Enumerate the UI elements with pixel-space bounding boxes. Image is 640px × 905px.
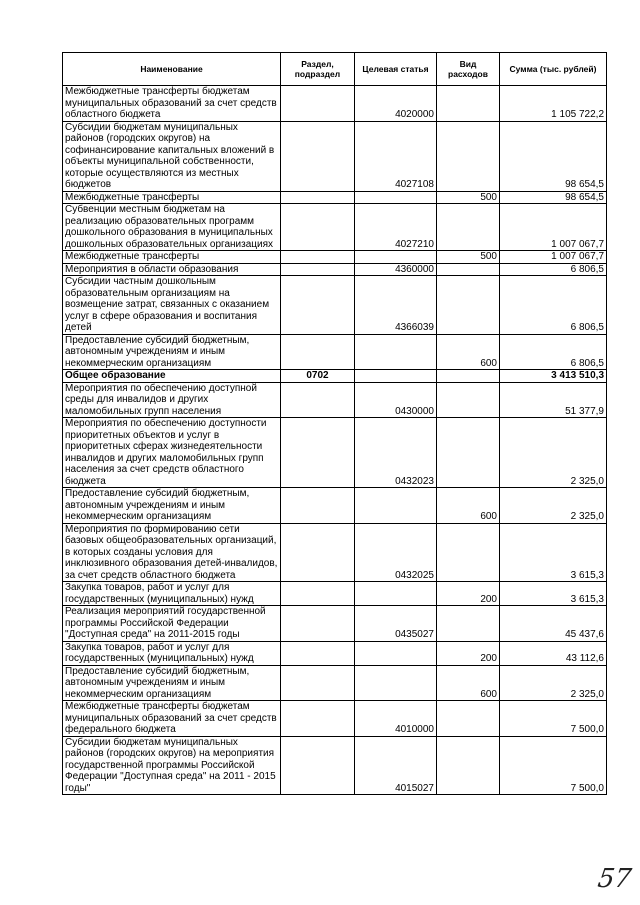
row-section-cell [281,263,355,276]
row-name-cell: Мероприятия по формированию сети базовых общеобразовательных организаций, в которых созданы условия для инклюзивного образования детей-инвалидов, за счет средств областного бюджета [63,523,281,582]
row-sum-cell: 2 325,0 [500,665,607,701]
row-name-cell: Закупка товаров, работ и услуг для государственных (муниципальных) нужд [63,641,281,665]
row-type-cell: 200 [437,582,500,606]
row-name-cell: Предоставление субсидий бюджетным, автономным учреждениям и иным некоммерческим организациям [63,334,281,370]
row-type-cell [437,204,500,251]
header-sum: Сумма (тыс. рублей) [500,53,607,86]
row-sum-cell: 7 500,0 [500,736,607,795]
header-section: Раздел, подраздел [281,53,355,86]
row-type-cell [437,736,500,795]
table-row [63,665,607,701]
row-name-cell: Мероприятия по обеспечению доступности приоритетных объектов и услуг в приоритетных сферах жизнедеятельности инвалидов и других маломобильных групп населения за счет средств областного бюджета [63,418,281,488]
row-target-cell: 4015027 [355,736,437,795]
row-name-cell: Субвенции местным бюджетам на реализацию образовательных программ дошкольного образования в муниципальных дошкольных образовательных организациях [63,204,281,251]
table-row [63,701,607,737]
row-target-cell: 0430000 [355,382,437,418]
table-row [63,641,607,665]
row-sum-cell: 45 437,6 [500,606,607,642]
row-section-cell [281,736,355,795]
row-sum-cell: 7 500,0 [500,701,607,737]
table-row [63,382,607,418]
row-target-cell [355,641,437,665]
header-target: Целевая статья [355,53,437,86]
row-name-cell: Межбюджетные трансферты бюджетам муниципальных образований за счет средств областного бюджета [63,86,281,122]
row-type-cell: 600 [437,334,500,370]
table-row [63,263,607,276]
row-type-cell [437,86,500,122]
row-target-cell: 4360000 [355,263,437,276]
table-row [63,334,607,370]
table-row [63,204,607,251]
header-type: Вид расходов [437,53,500,86]
row-name-cell: Субсидии бюджетам муниципальных районов (городских округов) на софинансирование капитальных вложений в объекты муниципальной собственности, которые осуществляются из местных бюджетов [63,121,281,191]
row-name-cell: Межбюджетные трансферты [63,251,281,264]
row-target-cell: 4027108 [355,121,437,191]
row-target-cell [355,370,437,383]
row-sum-cell: 43 112,6 [500,641,607,665]
row-name-cell: Межбюджетные трансферты бюджетам муниципальных образований за счет средств федерального бюджета [63,701,281,737]
table-header-row [63,53,607,86]
row-sum-cell: 3 413 510,3 [500,370,607,383]
row-sum-cell: 1 007 067,7 [500,251,607,264]
row-sum-cell: 1 105 722,2 [500,86,607,122]
row-sum-cell: 98 654,5 [500,191,607,204]
table-row [63,86,607,122]
row-section-cell [281,523,355,582]
row-name-cell: Субсидии бюджетам муниципальных районов (городских округов) на мероприятия государственной программы Российской Федерации "Доступная среда" на 2011 - 2015 годы" [63,736,281,795]
row-target-cell: 0435027 [355,606,437,642]
row-name-cell: Межбюджетные трансферты [63,191,281,204]
row-sum-cell: 98 654,5 [500,121,607,191]
row-target-cell: 4010000 [355,701,437,737]
row-section-cell [281,418,355,488]
page-number: 57 [595,864,634,894]
row-type-cell [437,382,500,418]
row-section-cell: 0702 [281,370,355,383]
row-name-cell: Общее образование [63,370,281,383]
table-row [63,418,607,488]
row-name-cell: Предоставление субсидий бюджетным, автономным учреждениям и иным некоммерческим организациям [63,488,281,524]
row-type-cell: 600 [437,665,500,701]
row-sum-cell: 6 806,5 [500,276,607,335]
row-target-cell: 4020000 [355,86,437,122]
row-type-cell: 500 [437,191,500,204]
table-row [63,736,607,795]
row-target-cell [355,251,437,264]
row-sum-cell: 6 806,5 [500,334,607,370]
row-sum-cell: 6 806,5 [500,263,607,276]
row-target-cell [355,488,437,524]
row-name-cell: Мероприятия в области образования [63,263,281,276]
row-type-cell [437,121,500,191]
row-type-cell: 600 [437,488,500,524]
row-type-cell [437,418,500,488]
table-row [63,191,607,204]
table-row [63,251,607,264]
row-section-cell [281,606,355,642]
row-section-cell [281,665,355,701]
row-section-cell [281,582,355,606]
row-target-cell [355,191,437,204]
row-target-cell [355,334,437,370]
table-row [63,370,607,383]
header-name: Наименование [63,53,281,86]
row-type-cell [437,263,500,276]
row-type-cell [437,606,500,642]
row-name-cell: Реализация мероприятий государственной программы Российской Федерации "Доступная среда" на 2011-2015 годы [63,606,281,642]
row-section-cell [281,251,355,264]
row-section-cell [281,701,355,737]
row-target-cell: 4366039 [355,276,437,335]
row-sum-cell: 2 325,0 [500,488,607,524]
row-name-cell: Предоставление субсидий бюджетным, автономным учреждениям и иным некоммерческим организациям [63,665,281,701]
row-target-cell: 0432023 [355,418,437,488]
row-sum-cell: 3 615,3 [500,523,607,582]
row-section-cell [281,276,355,335]
table-row [63,606,607,642]
row-target-cell [355,582,437,606]
row-type-cell [437,523,500,582]
row-sum-cell: 1 007 067,7 [500,204,607,251]
row-sum-cell: 2 325,0 [500,418,607,488]
table-row [63,121,607,191]
table-row [63,582,607,606]
row-name-cell: Закупка товаров, работ и услуг для государственных (муниципальных) нужд [63,582,281,606]
row-section-cell [281,204,355,251]
row-target-cell [355,665,437,701]
row-section-cell [281,121,355,191]
budget-table [62,52,607,795]
row-sum-cell: 3 615,3 [500,582,607,606]
row-type-cell: 200 [437,641,500,665]
row-name-cell: Мероприятия по обеспечению доступной среды для инвалидов и других маломобильных групп населения [63,382,281,418]
row-type-cell [437,370,500,383]
row-type-cell [437,701,500,737]
row-section-cell [281,334,355,370]
row-section-cell [281,191,355,204]
row-section-cell [281,382,355,418]
row-section-cell [281,86,355,122]
row-section-cell [281,641,355,665]
row-target-cell: 0432025 [355,523,437,582]
row-name-cell: Субсидии частным дошкольным образовательным организациям на возмещение затрат, связанных с оказанием услуг в сфере образования и воспитания детей [63,276,281,335]
table-row [63,276,607,335]
row-target-cell: 4027210 [355,204,437,251]
table-body [63,86,607,795]
table-row [63,523,607,582]
row-type-cell [437,276,500,335]
row-section-cell [281,488,355,524]
row-type-cell: 500 [437,251,500,264]
table-row [63,488,607,524]
row-sum-cell: 51 377,9 [500,382,607,418]
